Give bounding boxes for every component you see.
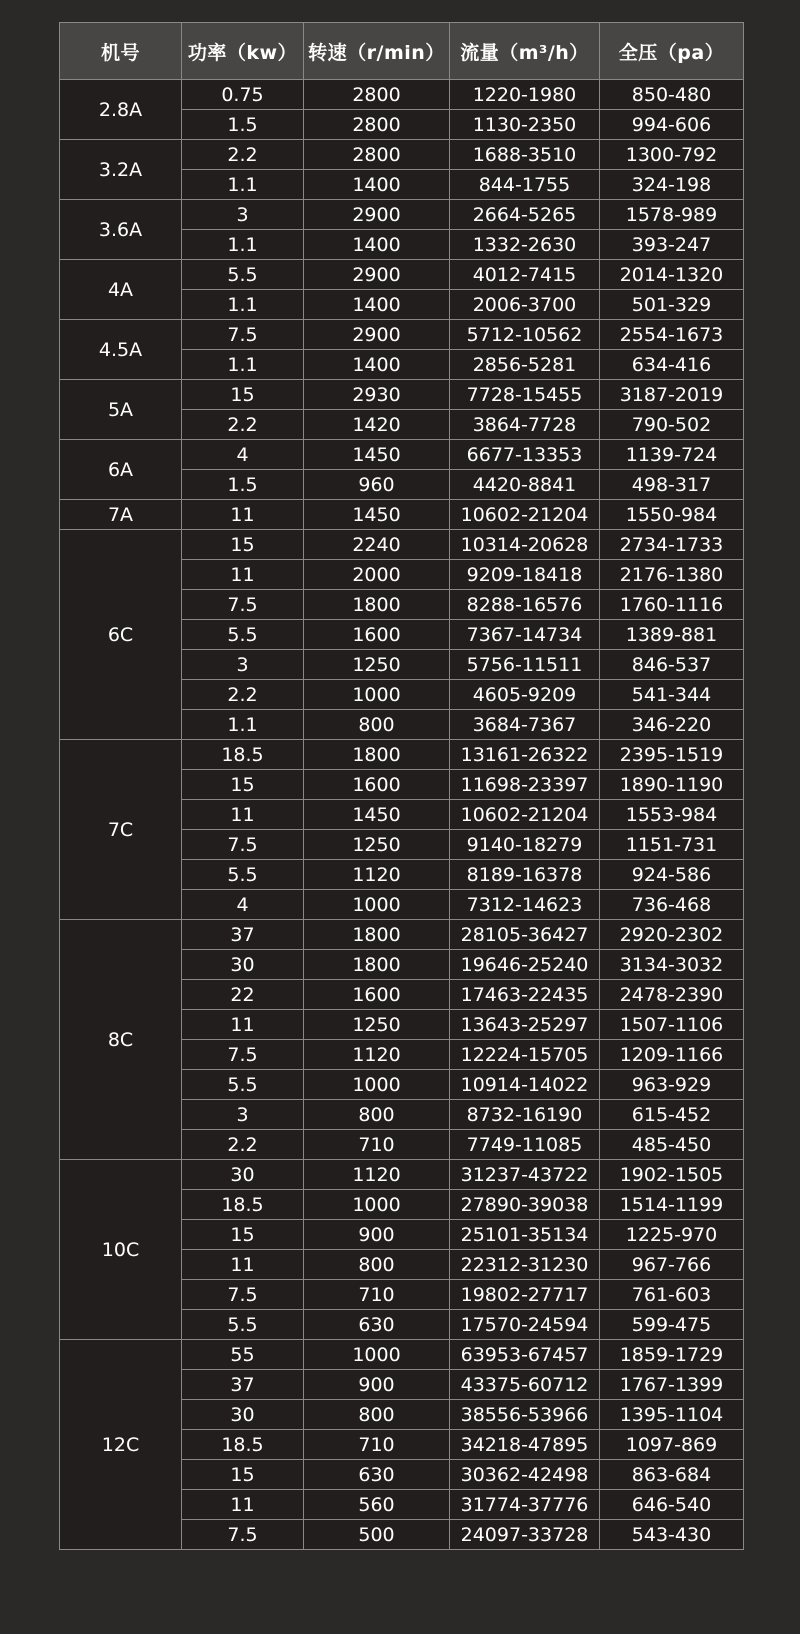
flow-cell: 19646-25240	[450, 950, 600, 980]
table-row	[60, 1160, 744, 1190]
pressure-cell: 1859-1729	[600, 1340, 744, 1370]
power-cell: 11	[182, 800, 304, 830]
speed-cell: 800	[304, 1250, 450, 1280]
speed-cell: 710	[304, 1130, 450, 1160]
flow-cell: 13643-25297	[450, 1010, 600, 1040]
flow-cell: 27890-39038	[450, 1190, 600, 1220]
power-cell: 7.5	[182, 590, 304, 620]
pressure-cell: 501-329	[600, 290, 744, 320]
pressure-cell: 761-603	[600, 1280, 744, 1310]
flow-cell: 9209-18418	[450, 560, 600, 590]
pressure-cell: 346-220	[600, 710, 744, 740]
pressure-cell: 2734-1733	[600, 530, 744, 560]
pressure-cell: 967-766	[600, 1250, 744, 1280]
model-cell: 10C	[60, 1160, 182, 1340]
speed-cell: 2930	[304, 380, 450, 410]
spec-table-container	[59, 22, 743, 1550]
power-cell: 2.2	[182, 1130, 304, 1160]
pressure-cell: 2395-1519	[600, 740, 744, 770]
pressure-cell: 498-317	[600, 470, 744, 500]
pressure-cell: 1760-1116	[600, 590, 744, 620]
pressure-cell: 1097-869	[600, 1430, 744, 1460]
pressure-cell: 2920-2302	[600, 920, 744, 950]
flow-cell: 38556-53966	[450, 1400, 600, 1430]
power-cell: 3	[182, 200, 304, 230]
speed-cell: 1450	[304, 500, 450, 530]
power-cell: 2.2	[182, 680, 304, 710]
pressure-cell: 2176-1380	[600, 560, 744, 590]
flow-cell: 30362-42498	[450, 1460, 600, 1490]
model-cell: 5A	[60, 380, 182, 440]
pressure-cell: 1151-731	[600, 830, 744, 860]
speed-cell: 800	[304, 1400, 450, 1430]
pressure-cell: 963-929	[600, 1070, 744, 1100]
power-cell: 18.5	[182, 1430, 304, 1460]
model-cell: 7C	[60, 740, 182, 920]
table-row	[60, 80, 744, 110]
power-cell: 5.5	[182, 860, 304, 890]
power-cell: 22	[182, 980, 304, 1010]
flow-cell: 8189-16378	[450, 860, 600, 890]
flow-cell: 34218-47895	[450, 1430, 600, 1460]
pressure-cell: 646-540	[600, 1490, 744, 1520]
power-cell: 5.5	[182, 260, 304, 290]
model-cell: 3.2A	[60, 140, 182, 200]
power-cell: 1.1	[182, 170, 304, 200]
flow-cell: 8288-16576	[450, 590, 600, 620]
pressure-cell: 324-198	[600, 170, 744, 200]
speed-cell: 1600	[304, 770, 450, 800]
flow-cell: 25101-35134	[450, 1220, 600, 1250]
model-cell: 7A	[60, 500, 182, 530]
speed-cell: 1450	[304, 440, 450, 470]
flow-cell: 19802-27717	[450, 1280, 600, 1310]
power-cell: 2.2	[182, 410, 304, 440]
power-cell: 1.5	[182, 110, 304, 140]
model-cell: 2.8A	[60, 80, 182, 140]
power-cell: 15	[182, 1220, 304, 1250]
speed-cell: 1400	[304, 290, 450, 320]
power-cell: 5.5	[182, 1070, 304, 1100]
pressure-cell: 634-416	[600, 350, 744, 380]
table-row	[60, 500, 744, 530]
pressure-cell: 1550-984	[600, 500, 744, 530]
power-cell: 11	[182, 1010, 304, 1040]
speed-cell: 560	[304, 1490, 450, 1520]
pressure-cell: 1395-1104	[600, 1400, 744, 1430]
power-cell: 11	[182, 1490, 304, 1520]
flow-cell: 28105-36427	[450, 920, 600, 950]
power-cell: 5.5	[182, 1310, 304, 1340]
pressure-cell: 1139-724	[600, 440, 744, 470]
speed-cell: 1120	[304, 860, 450, 890]
flow-cell: 1332-2630	[450, 230, 600, 260]
flow-cell: 8732-16190	[450, 1100, 600, 1130]
flow-cell: 4605-9209	[450, 680, 600, 710]
model-cell: 12C	[60, 1340, 182, 1550]
flow-cell: 844-1755	[450, 170, 600, 200]
pressure-cell: 3134-3032	[600, 950, 744, 980]
pressure-cell: 2014-1320	[600, 260, 744, 290]
power-cell: 7.5	[182, 1520, 304, 1550]
speed-cell: 1250	[304, 830, 450, 860]
speed-cell: 2000	[304, 560, 450, 590]
speed-cell: 1120	[304, 1040, 450, 1070]
power-cell: 15	[182, 530, 304, 560]
flow-cell: 9140-18279	[450, 830, 600, 860]
pressure-cell: 599-475	[600, 1310, 744, 1340]
flow-cell: 10314-20628	[450, 530, 600, 560]
flow-cell: 31774-37776	[450, 1490, 600, 1520]
speed-cell: 630	[304, 1310, 450, 1340]
flow-cell: 3864-7728	[450, 410, 600, 440]
speed-cell: 1600	[304, 980, 450, 1010]
pressure-cell: 1902-1505	[600, 1160, 744, 1190]
power-cell: 11	[182, 1250, 304, 1280]
speed-cell: 1800	[304, 740, 450, 770]
pressure-cell: 863-684	[600, 1460, 744, 1490]
power-cell: 1.1	[182, 710, 304, 740]
power-cell: 18.5	[182, 740, 304, 770]
power-cell: 7.5	[182, 830, 304, 860]
flow-cell: 1688-3510	[450, 140, 600, 170]
model-cell: 8C	[60, 920, 182, 1160]
flow-cell: 31237-43722	[450, 1160, 600, 1190]
speed-cell: 1800	[304, 950, 450, 980]
flow-cell: 10914-14022	[450, 1070, 600, 1100]
speed-cell: 1400	[304, 230, 450, 260]
flow-cell: 24097-33728	[450, 1520, 600, 1550]
speed-cell: 1000	[304, 1190, 450, 1220]
flow-cell: 4420-8841	[450, 470, 600, 500]
flow-cell: 22312-31230	[450, 1250, 600, 1280]
model-cell: 3.6A	[60, 200, 182, 260]
speed-cell: 500	[304, 1520, 450, 1550]
speed-cell: 1400	[304, 170, 450, 200]
speed-cell: 2240	[304, 530, 450, 560]
fan-spec-table	[59, 22, 744, 1550]
power-cell: 7.5	[182, 1040, 304, 1070]
pressure-cell: 1225-970	[600, 1220, 744, 1250]
header-pressure: 全压（pa）	[600, 23, 744, 80]
power-cell: 30	[182, 1160, 304, 1190]
power-cell: 0.75	[182, 80, 304, 110]
flow-cell: 2006-3700	[450, 290, 600, 320]
speed-cell: 2800	[304, 110, 450, 140]
speed-cell: 900	[304, 1370, 450, 1400]
pressure-cell: 1767-1399	[600, 1370, 744, 1400]
speed-cell: 800	[304, 1100, 450, 1130]
speed-cell: 1000	[304, 1340, 450, 1370]
speed-cell: 1000	[304, 1070, 450, 1100]
speed-cell: 1800	[304, 590, 450, 620]
pressure-cell: 846-537	[600, 650, 744, 680]
flow-cell: 10602-21204	[450, 500, 600, 530]
speed-cell: 710	[304, 1430, 450, 1460]
flow-cell: 5756-11511	[450, 650, 600, 680]
header-flow: 流量（m³/h）	[450, 23, 600, 80]
pressure-cell: 736-468	[600, 890, 744, 920]
pressure-cell: 1578-989	[600, 200, 744, 230]
speed-cell: 1800	[304, 920, 450, 950]
table-body	[60, 80, 744, 1550]
table-row	[60, 1340, 744, 1370]
speed-cell: 1600	[304, 620, 450, 650]
table-row	[60, 320, 744, 350]
power-cell: 11	[182, 560, 304, 590]
speed-cell: 2800	[304, 140, 450, 170]
model-cell: 6A	[60, 440, 182, 500]
flow-cell: 6677-13353	[450, 440, 600, 470]
flow-cell: 63953-67457	[450, 1340, 600, 1370]
flow-cell: 2856-5281	[450, 350, 600, 380]
pressure-cell: 615-452	[600, 1100, 744, 1130]
speed-cell: 1400	[304, 350, 450, 380]
pressure-cell: 1300-792	[600, 140, 744, 170]
model-cell: 4A	[60, 260, 182, 320]
table-row	[60, 740, 744, 770]
model-cell: 6C	[60, 530, 182, 740]
flow-cell: 13161-26322	[450, 740, 600, 770]
speed-cell: 1420	[304, 410, 450, 440]
speed-cell: 960	[304, 470, 450, 500]
power-cell: 15	[182, 770, 304, 800]
speed-cell: 900	[304, 1220, 450, 1250]
power-cell: 2.2	[182, 140, 304, 170]
pressure-cell: 2478-2390	[600, 980, 744, 1010]
flow-cell: 7312-14623	[450, 890, 600, 920]
speed-cell: 1450	[304, 800, 450, 830]
power-cell: 11	[182, 500, 304, 530]
pressure-cell: 1890-1190	[600, 770, 744, 800]
flow-cell: 4012-7415	[450, 260, 600, 290]
speed-cell: 1000	[304, 890, 450, 920]
power-cell: 37	[182, 920, 304, 950]
speed-cell: 2800	[304, 80, 450, 110]
table-row	[60, 920, 744, 950]
flow-cell: 7728-15455	[450, 380, 600, 410]
power-cell: 1.5	[182, 470, 304, 500]
table-row	[60, 200, 744, 230]
power-cell: 5.5	[182, 620, 304, 650]
speed-cell: 2900	[304, 260, 450, 290]
speed-cell: 630	[304, 1460, 450, 1490]
power-cell: 3	[182, 1100, 304, 1130]
pressure-cell: 790-502	[600, 410, 744, 440]
power-cell: 30	[182, 950, 304, 980]
table-header-row	[60, 23, 744, 80]
pressure-cell: 850-480	[600, 80, 744, 110]
pressure-cell: 3187-2019	[600, 380, 744, 410]
speed-cell: 800	[304, 710, 450, 740]
pressure-cell: 1507-1106	[600, 1010, 744, 1040]
power-cell: 4	[182, 890, 304, 920]
pressure-cell: 1553-984	[600, 800, 744, 830]
flow-cell: 1220-1980	[450, 80, 600, 110]
speed-cell: 2900	[304, 200, 450, 230]
power-cell: 1.1	[182, 290, 304, 320]
power-cell: 7.5	[182, 1280, 304, 1310]
table-row	[60, 260, 744, 290]
speed-cell: 1250	[304, 650, 450, 680]
flow-cell: 12224-15705	[450, 1040, 600, 1070]
pressure-cell: 924-586	[600, 860, 744, 890]
header-model: 机号	[60, 23, 182, 80]
power-cell: 7.5	[182, 320, 304, 350]
flow-cell: 7749-11085	[450, 1130, 600, 1160]
table-row	[60, 380, 744, 410]
pressure-cell: 543-430	[600, 1520, 744, 1550]
power-cell: 1.1	[182, 350, 304, 380]
pressure-cell: 485-450	[600, 1130, 744, 1160]
pressure-cell: 393-247	[600, 230, 744, 260]
pressure-cell: 994-606	[600, 110, 744, 140]
model-cell: 4.5A	[60, 320, 182, 380]
flow-cell: 10602-21204	[450, 800, 600, 830]
power-cell: 15	[182, 380, 304, 410]
pressure-cell: 1209-1166	[600, 1040, 744, 1070]
pressure-cell: 2554-1673	[600, 320, 744, 350]
speed-cell: 2900	[304, 320, 450, 350]
power-cell: 15	[182, 1460, 304, 1490]
flow-cell: 17463-22435	[450, 980, 600, 1010]
speed-cell: 1250	[304, 1010, 450, 1040]
header-power: 功率（kw）	[182, 23, 304, 80]
speed-cell: 710	[304, 1280, 450, 1310]
flow-cell: 1130-2350	[450, 110, 600, 140]
table-row	[60, 530, 744, 560]
flow-cell: 11698-23397	[450, 770, 600, 800]
flow-cell: 5712-10562	[450, 320, 600, 350]
power-cell: 30	[182, 1400, 304, 1430]
power-cell: 4	[182, 440, 304, 470]
pressure-cell: 1389-881	[600, 620, 744, 650]
power-cell: 18.5	[182, 1190, 304, 1220]
power-cell: 3	[182, 650, 304, 680]
flow-cell: 2664-5265	[450, 200, 600, 230]
flow-cell: 7367-14734	[450, 620, 600, 650]
power-cell: 1.1	[182, 230, 304, 260]
flow-cell: 3684-7367	[450, 710, 600, 740]
pressure-cell: 1514-1199	[600, 1190, 744, 1220]
table-row	[60, 140, 744, 170]
flow-cell: 43375-60712	[450, 1370, 600, 1400]
power-cell: 55	[182, 1340, 304, 1370]
table-row	[60, 440, 744, 470]
header-speed: 转速（r/min）	[304, 23, 450, 80]
flow-cell: 17570-24594	[450, 1310, 600, 1340]
speed-cell: 1120	[304, 1160, 450, 1190]
power-cell: 37	[182, 1370, 304, 1400]
pressure-cell: 541-344	[600, 680, 744, 710]
speed-cell: 1000	[304, 680, 450, 710]
